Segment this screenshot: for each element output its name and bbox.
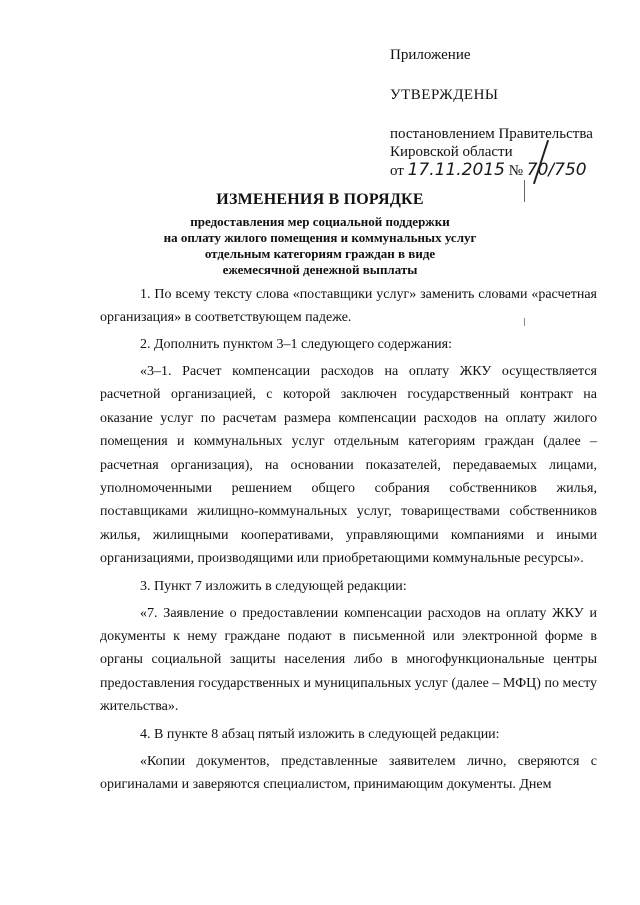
heading-title: ИЗМЕНЕНИЯ В ПОРЯДКЕ [216,191,424,208]
heading-subtitle-line: ежемесячной денежной выплаты [222,262,418,277]
heading-subtitle-line: на оплату жилого помещения и коммунальных услуг [163,230,477,245]
handwritten-date: 17.11.2015 [407,160,505,180]
heading-subtitle-line: отдельным категориям граждан в виде [204,246,436,261]
paragraph-7: «Копии документов, представленные заявителем лично, сверяются с оригиналами и заверяются специалистом, принимающим документы. Днем [100,753,597,793]
paragraph-6: 4. В пункте 8 абзац пятый изложить в следующей редакции: [140,726,500,742]
heading-subtitle-line: предоставления мер социальной поддержки [190,214,450,229]
decree-date-number [390,161,630,185]
number-sign: № [508,163,524,179]
document-body [100,283,597,797]
decree-line-1: постановлением Правительства [390,126,593,142]
document-heading [120,191,520,278]
paragraph-5: «7. Заявление о предоставлении компенсации расходов на оплату ЖКУ и документы к нему граждане подают в письменной или электронной форме в органы социальной защиты населения либо в многофункциональные центры предоставления государственных и муниципальных услуг (далее – МФЦ) по месту жительства». [100,605,598,715]
paragraph-2: 2. Дополнить пунктом 3–1 следующего содержания: [140,337,453,352]
paragraph-3: «3–1. Расчет компенсации расходов на оплату ЖКУ осуществляется расчетной организацией, с которой заключен государственный контракт на оказание услуг по расчетам размера компенсации расходов на оплату жилого помещения и коммунальных услуг отдельным категориям граждан (далее – расчетная организация), на основании показателей, передаваемых лицами, уполномоченными решением общего собрания собственников жилья, поставщиками жилищно-коммунальных услуг, товариществами собственников жилья, жилищными кооперативами, управляющими компаниями и иными организациями, производящими или приобретающими коммунальные ресурсы». [100,364,597,567]
approved-label: УТВЕРЖДЕНЫ [390,87,499,103]
date-prefix: от [390,163,404,179]
appendix-label: Приложение [390,47,471,63]
paragraph-4: 3. Пункт 7 изложить в следующей редакции: [140,578,407,594]
approval-block [390,46,630,185]
decree-line-2: Кировской области [390,144,513,160]
margin-mark [524,180,525,202]
paragraph-1: 1. По всему тексту слова «поставщики услуг» заменить словами «расчетная организация» в соответствующем падеже. [100,287,597,325]
handwritten-number: 70/750 [526,160,587,180]
